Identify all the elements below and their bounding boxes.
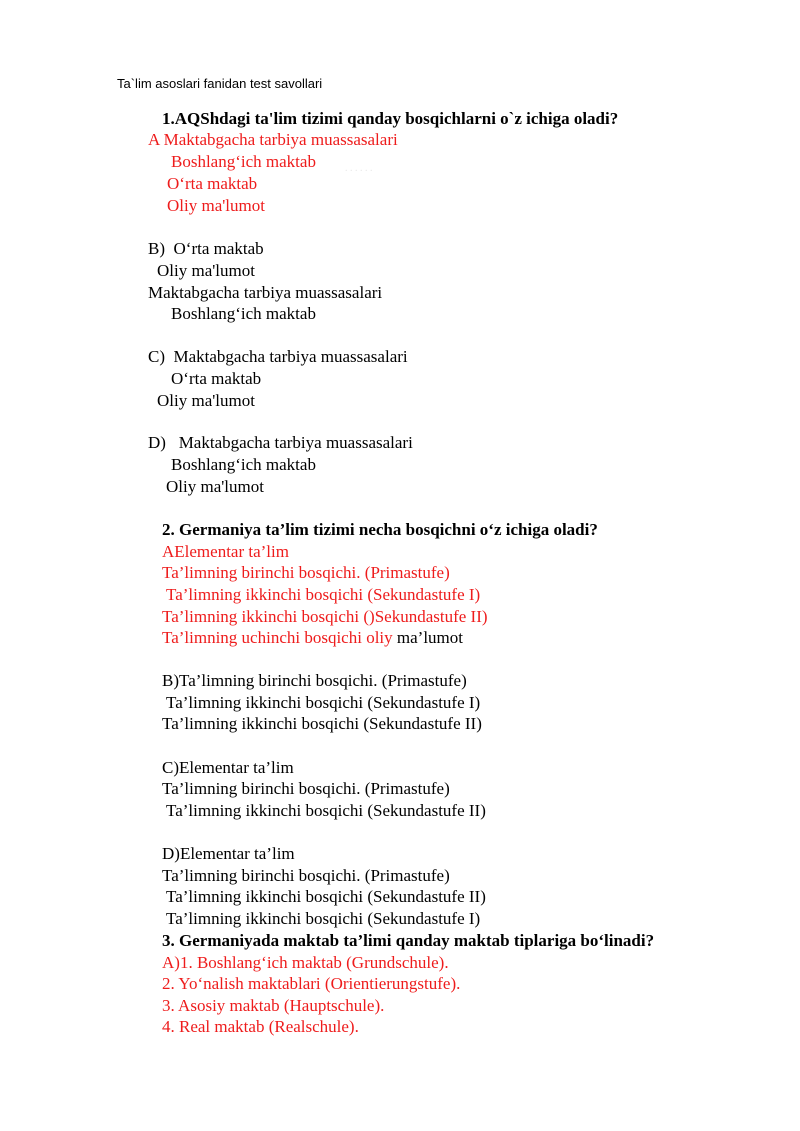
q2-option-b-line-3: Ta’limning ikkinchi bosqichi (Sekundastufe II) [162, 714, 482, 733]
q1-option-c-line-1: C) Maktabgacha tarbiya muassasalari [148, 347, 408, 366]
q3-option-a-line-1 [162, 952, 449, 974]
page-header: Ta`lim asoslari fanidan test savollari [117, 76, 323, 91]
q2-option-a-line-5-red: Ta’limning uchinchi bosqichi oliy [162, 628, 393, 647]
q2-option-a-line-4: Ta’limning ikkinchi bosqichi ()Sekundastufe II) [162, 607, 488, 626]
q2-option-d-line-3: Ta’limning ikkinchi bosqichi (Sekundastufe II) [166, 887, 486, 906]
q2-option-b-line-2: Ta’limning ikkinchi bosqichi (Sekundastufe I) [166, 693, 481, 712]
question-2-title: 2. Germaniya ta’lim tizimi necha bosqichni o‘z ichiga oladi? [162, 520, 598, 539]
q1-option-a-line-1: A Maktabgacha tarbiya muassasalari [148, 130, 398, 149]
q2-option-a-line-1: AElementar ta’lim [162, 542, 289, 561]
q3-option-a-line-4: 4. Real maktab (Realschule). [162, 1017, 359, 1036]
q1-option-b-line-3: Maktabgacha tarbiya muassasalari [148, 283, 383, 302]
q1-option-a-line-3: O‘rta maktab [167, 174, 258, 193]
q1-option-a-line-2: Boshlang‘ich maktab [171, 152, 316, 171]
q2-option-b-line-1: B)Ta’limning birinchi bosqichi. (Primastufe) [162, 671, 467, 690]
q1-option-a-line-4: Oliy ma'lumot [167, 196, 265, 215]
q1-option-b-line-4: Boshlang‘ich maktab [171, 304, 316, 323]
q2-option-a-line-3: Ta’limning ikkinchi bosqichi (Sekundastufe I) [166, 585, 481, 604]
question-1-title: 1.AQShdagi ta'lim tizimi qanday bosqichlarni o`z ichiga oladi? [162, 109, 619, 128]
q2-option-a-line-5 [162, 627, 463, 649]
q1-option-d-line-3: Oliy ma'lumot [166, 477, 264, 496]
q1-option-c-line-3: Oliy ma'lumot [157, 391, 255, 410]
q2-option-a-line-5-tail: ma’lumot [392, 628, 463, 647]
q2-option-c-line-2: Ta’limning birinchi bosqichi. (Primastufe) [162, 779, 450, 798]
q1-option-d-line-1: D) Maktabgacha tarbiya muassasalari [148, 433, 413, 452]
q2-option-c-line-3: Ta’limning ikkinchi bosqichi (Sekundastufe II) [166, 801, 486, 820]
q3-option-a-prefix: A) [162, 953, 180, 972]
q2-option-d-line-2: Ta’limning birinchi bosqichi. (Primastufe) [162, 866, 450, 885]
q3-option-a-line-3: 3. Asosiy maktab (Hauptschule). [162, 996, 385, 1015]
q1-option-c-line-2: O‘rta maktab [171, 369, 262, 388]
q3-option-a-text-1: 1. Boshlang‘ich maktab (Grundschule). [179, 953, 449, 972]
q2-option-d-line-4: Ta’limning ikkinchi bosqichi (Sekundastufe I) [166, 909, 481, 928]
q1-option-d-line-2: Boshlang‘ich maktab [171, 455, 316, 474]
q3-option-a-line-2: 2. Yo‘nalish maktablari (Orientierungstufe). [162, 974, 461, 993]
q2-option-d-line-1: D)Elementar ta’lim [162, 844, 295, 863]
q1-option-b-line-1: B) O‘rta maktab [148, 239, 264, 258]
q1-option-b-line-2: Oliy ma'lumot [157, 261, 255, 280]
q2-option-c-line-1: C)Elementar ta’lim [162, 758, 294, 777]
q1-faint-marks: . . . . . . [345, 163, 373, 174]
q2-option-a-line-2: Ta’limning birinchi bosqichi. (Primastufe) [162, 563, 450, 582]
question-3-title: 3. Germaniyada maktab ta’limi qanday maktab tiplariga bo‘linadi? [162, 931, 655, 950]
